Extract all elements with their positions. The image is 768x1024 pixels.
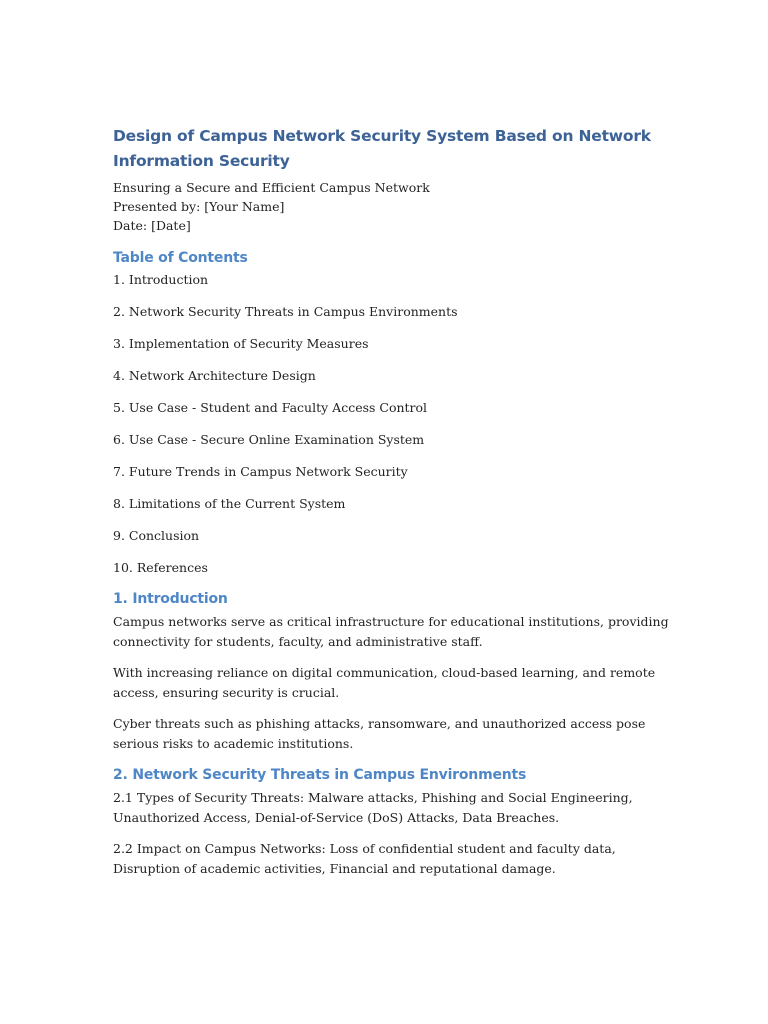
document-date: Date: [Date]	[113, 218, 191, 233]
table-of-contents	[113, 270, 673, 577]
toc-item: 2. Network Security Threats in Campus Environments	[113, 304, 458, 319]
introduction-heading: 1. Introduction	[113, 591, 228, 607]
threats-paragraph: 2.2 Impact on Campus Networks: Loss of confidential student and faculty data, Disruption of academic activities, Financial and reputational damage.	[113, 841, 616, 876]
title-meta	[113, 178, 673, 235]
threats-paragraph: 2.1 Types of Security Threats: Malware attacks, Phishing and Social Engineering, Unauthorized Access, Denial-of-Service (DoS) Attacks, Data Breaches.	[113, 790, 633, 825]
toc-heading: Table of Contents	[113, 250, 248, 266]
introduction-paragraph: With increasing reliance on digital communication, cloud-based learning, and remote access, ensuring security is crucial.	[113, 665, 656, 700]
toc-item: 3. Implementation of Security Measures	[113, 336, 369, 351]
toc-item: 6. Use Case - Secure Online Examination System	[113, 432, 425, 447]
toc-item: 5. Use Case - Student and Faculty Access Control	[113, 400, 428, 415]
toc-item: 1. Introduction	[113, 272, 209, 287]
introduction-paragraph: Cyber threats such as phishing attacks, ransomware, and unauthorized access pose serious risks to academic institutions.	[113, 716, 646, 751]
toc-item: 7. Future Trends in Campus Network Security	[113, 464, 408, 479]
introduction-paragraph: Campus networks serve as critical infrastructure for educational institutions, providing connectivity for students, faculty, and administrative staff.	[113, 614, 669, 649]
document-page	[113, 124, 673, 890]
toc-item: 8. Limitations of the Current System	[113, 496, 346, 511]
introduction-section	[113, 612, 673, 753]
document-presenter: Presented by: [Your Name]	[113, 199, 285, 214]
document-subtitle: Ensuring a Secure and Efficient Campus Network	[113, 180, 430, 195]
threats-heading: 2. Network Security Threats in Campus Environments	[113, 767, 527, 783]
threats-section	[113, 788, 673, 878]
toc-item: 10. References	[113, 560, 208, 575]
document-title: Design of Campus Network Security System Based on Network Information Security	[113, 127, 651, 170]
toc-item: 4. Network Architecture Design	[113, 368, 316, 383]
toc-item: 9. Conclusion	[113, 528, 200, 543]
